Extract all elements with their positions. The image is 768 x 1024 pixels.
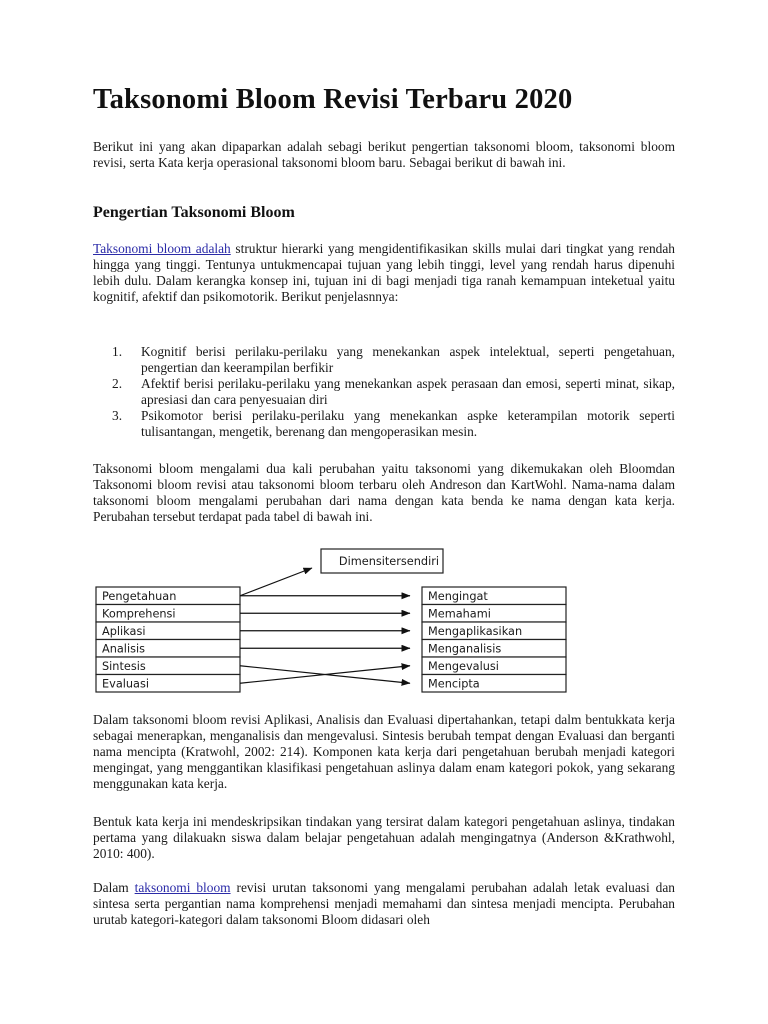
taksonomi-bloom-link[interactable]: taksonomi bloom <box>134 880 231 895</box>
intro-paragraph: Berikut ini yang akan dipaparkan adalah sebagi berikut pengertian taksonomi bloom, taksonomi bloom revisi, serta Kata kerja operasional taksonomi bloom baru. Sebagai berikut di bawah ini. <box>93 139 675 171</box>
right-cell-label: Mengevalusi <box>428 660 499 673</box>
order-suffix: revisi urutan taksonomi yang mengalami perubahan adalah letak evaluasi dan sintesa serta pergantian nama komprehensi menjadi memahami dan sintesa menjadi mencipta. Perubahan urutab kategori-kategori dalam taksonomi Bloom didasari oleh <box>93 880 675 928</box>
left-cell-label: Pengetahuan <box>102 590 177 603</box>
left-cell-label: Analisis <box>102 642 145 656</box>
left-cell-label: Sintesis <box>102 660 146 673</box>
verbs-paragraph: Bentuk kata kerja ini mendeskripsikan tindakan yang tersirat dalam kategori pengetahuan aslinya, tindakan pertama yang dilakuakn siswa dalam belajar pengetahuan adalah mengingatnya (Anderson &Krathwohl, 2010: 400). <box>93 814 675 862</box>
changes-paragraph: Taksonomi bloom mengalami dua kali perubahan yaitu taksonomi yang dikemukakan oleh Bloomdan Taksonomi bloom revisi atau taksonomi bloom terbaru oleh Andreson dan KartWohl. Nama-nama dalam taksonomi bloom mengalami perubahan dari nama dengan kata benda ke nama dengan kata kerja. Perubahan tersebut terdapat pada tabel di bawah ini. <box>93 461 675 525</box>
left-cell-label: Evaluasi <box>102 677 149 691</box>
left-cell-label: Komprehensi <box>102 607 176 621</box>
page-title: Taksonomi Bloom Revisi Terbaru 2020 <box>93 84 573 115</box>
taksonomi-bloom-adalah-link[interactable]: Taksonomi bloom adalah <box>93 241 231 256</box>
right-cell-label: Mengingat <box>428 590 488 603</box>
definition-text: struktur hierarki yang mengidentifikasikan skills mulai dari tingkat yang rendah hingga yang tinggi. Tentunya untukmencapai tujuan yang lebih tinggi, level yang rendah harus dipenuhi lebih dulu. Dalam kerangka konsep ini, tujuan ini di bagi menjadi tiga ranah kemampuan inteketual yaitu kognitif, afektif dan psikomotorik. Berikut penjelasnnya: <box>93 241 675 305</box>
list-number: 1. <box>112 344 123 359</box>
revision-paragraph: Dalam taksonomi bloom revisi Aplikasi, Analisis dan Evaluasi dipertahankan, tetapi dalm bentukkata kerja sebagai menerapkan, menganalisis dan mengevalusi. Sintesis berubah tempat dengan Evaluasi dan berganti nama mencipta (Kratwohl, 2002: 214). Komponen kata kerja dari pengetahuan berubah menjadi kategori mengingat, yang menggantikan klasifikasi pengetahuan aslinya dalam enam kategori pokok, yang sekarang menggunakan kata kerja. <box>93 712 675 792</box>
right-cell-label: Mengaplikasikan <box>428 625 523 638</box>
list-number: 2. <box>112 376 123 392</box>
list-number: 3. <box>112 408 123 424</box>
right-cell-label: Mencipta <box>428 677 480 691</box>
right-cell-label: Menganalisis <box>428 642 502 656</box>
mapping-arrow <box>240 568 312 596</box>
left-cell-label: Aplikasi <box>102 625 146 638</box>
section-heading: Pengertian Taksonomi Bloom <box>93 204 295 221</box>
list-text: Psikomotor berisi perilaku-perilaku yang menekankan aspke keterampilan motorik seperti tulisantangan, mengetik, berenang dan mengoperasikan mesin. <box>141 408 675 440</box>
right-cell-label: Memahami <box>428 607 491 621</box>
list-text: Afektif berisi perilaku-perilaku yang menekankan aspek perasaan dan emosi, seperti minat, sikap, apresiasi dan cara penyesuaian diri <box>141 376 675 408</box>
list-text: Kognitif berisi perilaku-perilaku yang menekankan aspek intelektual, seperti pengetahuan, pengertian dan keerampilan berfikir <box>141 344 675 376</box>
order-prefix: Dalam <box>93 880 135 895</box>
dimension-box-label: Dimensitersendiri <box>338 555 439 568</box>
